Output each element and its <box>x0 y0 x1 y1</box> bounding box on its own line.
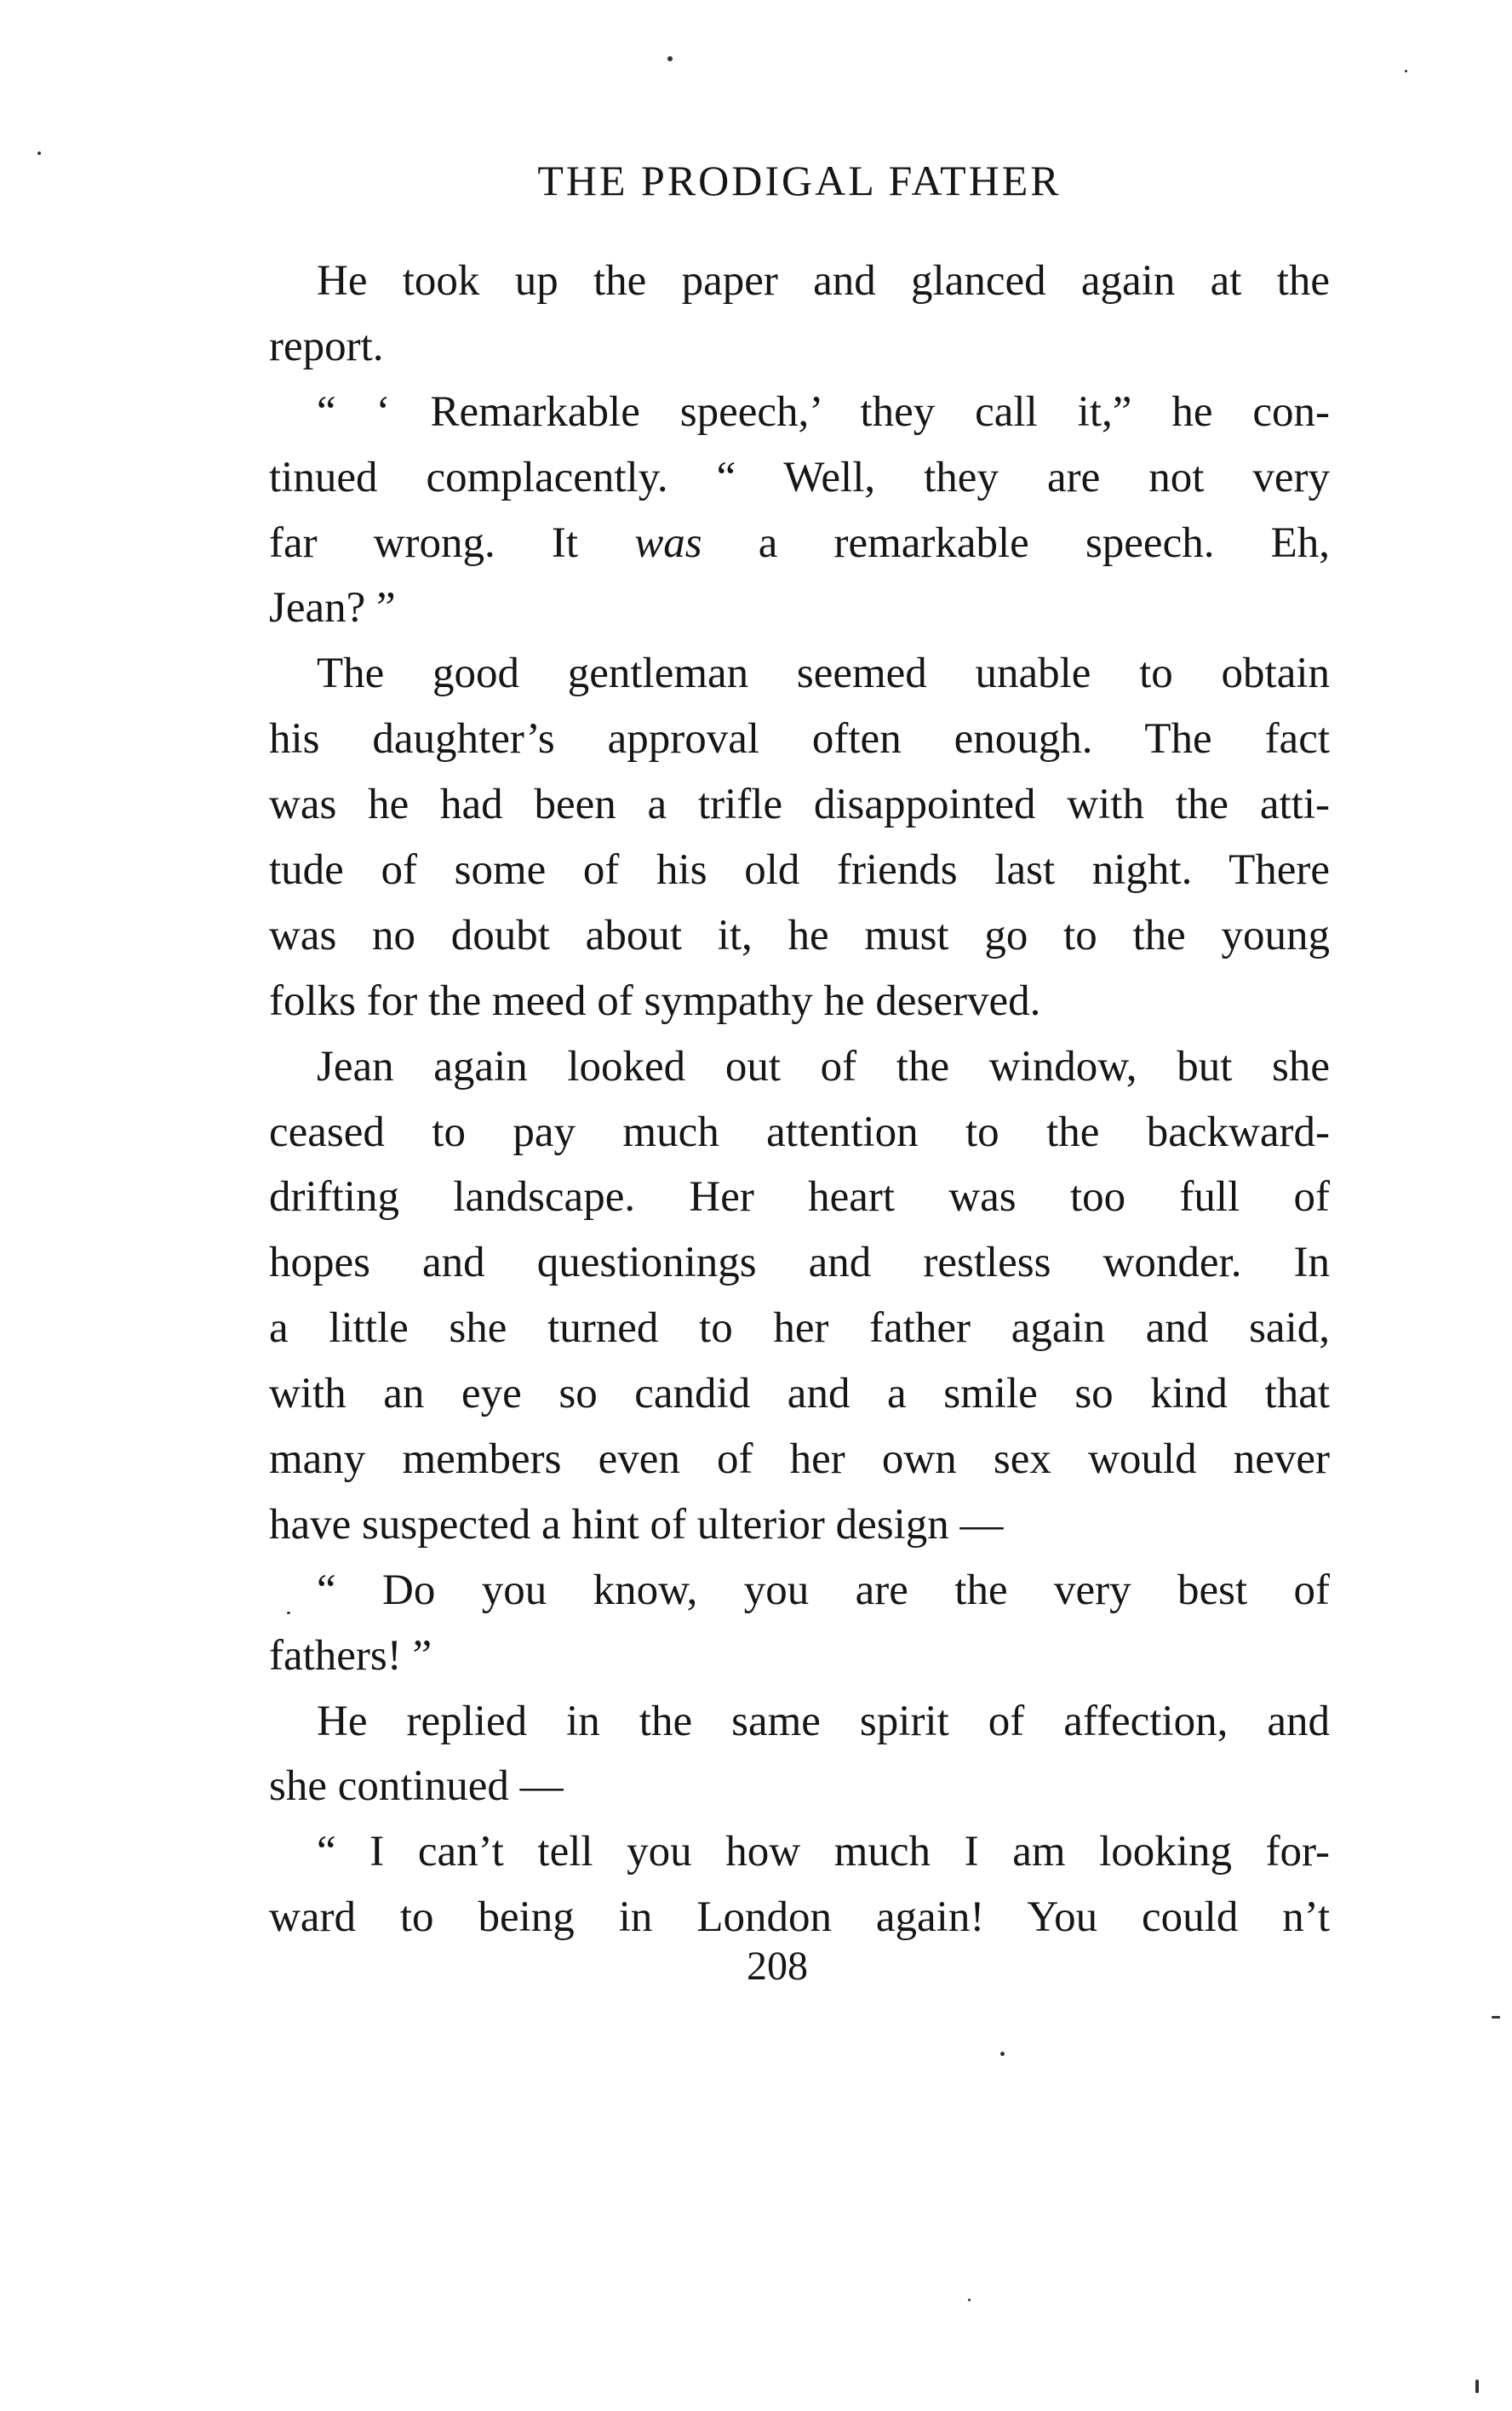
text-line: have suspected a hint of ulterior design — <box>269 1500 1004 1549</box>
text-line: she continued — <box>269 1762 564 1811</box>
scan-speck <box>667 56 673 61</box>
text-line: was no doubt about it, he must go to the young <box>269 911 1330 959</box>
text-line: many members even of her own sex would never <box>269 1435 1330 1484</box>
body-text <box>269 249 1330 1950</box>
text-line: “ I can’t tell you how much I am looking for- <box>317 1828 1330 1876</box>
text-line: hopes and questionings and restless wonder. In <box>269 1239 1330 1287</box>
text-line: far wrong. It was a remarkable speech. Eh, <box>269 518 1330 567</box>
emphasis: was <box>634 518 702 567</box>
text-line: a little she turned to her father again and said, <box>269 1304 1330 1353</box>
text-line: “ Do you know, you are the very best of <box>317 1566 1330 1614</box>
text-line: tinued complacently. “ Well, they are not very <box>269 453 1330 501</box>
text-line: ceased to pay much attention to the backward- <box>269 1108 1330 1156</box>
scan-speck <box>1405 70 1407 72</box>
text-line: He replied in the same spirit of affection, and <box>317 1697 1330 1745</box>
text-line: drifting landscape. Her heart was too full of <box>269 1173 1330 1222</box>
text-line: Jean again looked out of the window, but she <box>317 1042 1330 1091</box>
scan-speck <box>968 2299 971 2301</box>
text-line: folks for the meed of sympathy he deserved. <box>269 976 1041 1025</box>
page-number: 208 <box>747 1944 808 1989</box>
text-line: tude of some of his old friends last night. There <box>269 846 1330 895</box>
text-line: report. <box>269 322 384 370</box>
text-line: The good gentleman seemed unable to obtain <box>317 650 1330 698</box>
text-line: He took up the paper and glanced again at the <box>317 257 1330 305</box>
scan-speck <box>287 1612 290 1614</box>
text-line: Jean? ” <box>269 584 396 633</box>
text-line: ward to being in London again! You could n’t <box>269 1893 1330 1942</box>
text-line: with an eye so candid and a smile so kind that <box>269 1370 1330 1418</box>
running-head: THE PRODIGAL FATHER <box>537 157 1062 204</box>
scan-speck <box>1475 2380 1479 2393</box>
text-line: was he had been a trifle disappointed with the atti- <box>269 781 1330 829</box>
text-line: “ ‘ Remarkable speech,’ they call it,” he con- <box>317 387 1330 436</box>
scan-speck <box>1000 2052 1005 2056</box>
text-line: his daughter’s approval often enough. The fact <box>269 715 1330 764</box>
scan-speck <box>1492 2016 1500 2019</box>
scan-speck <box>37 152 41 155</box>
text-line: fathers! ” <box>269 1631 432 1680</box>
